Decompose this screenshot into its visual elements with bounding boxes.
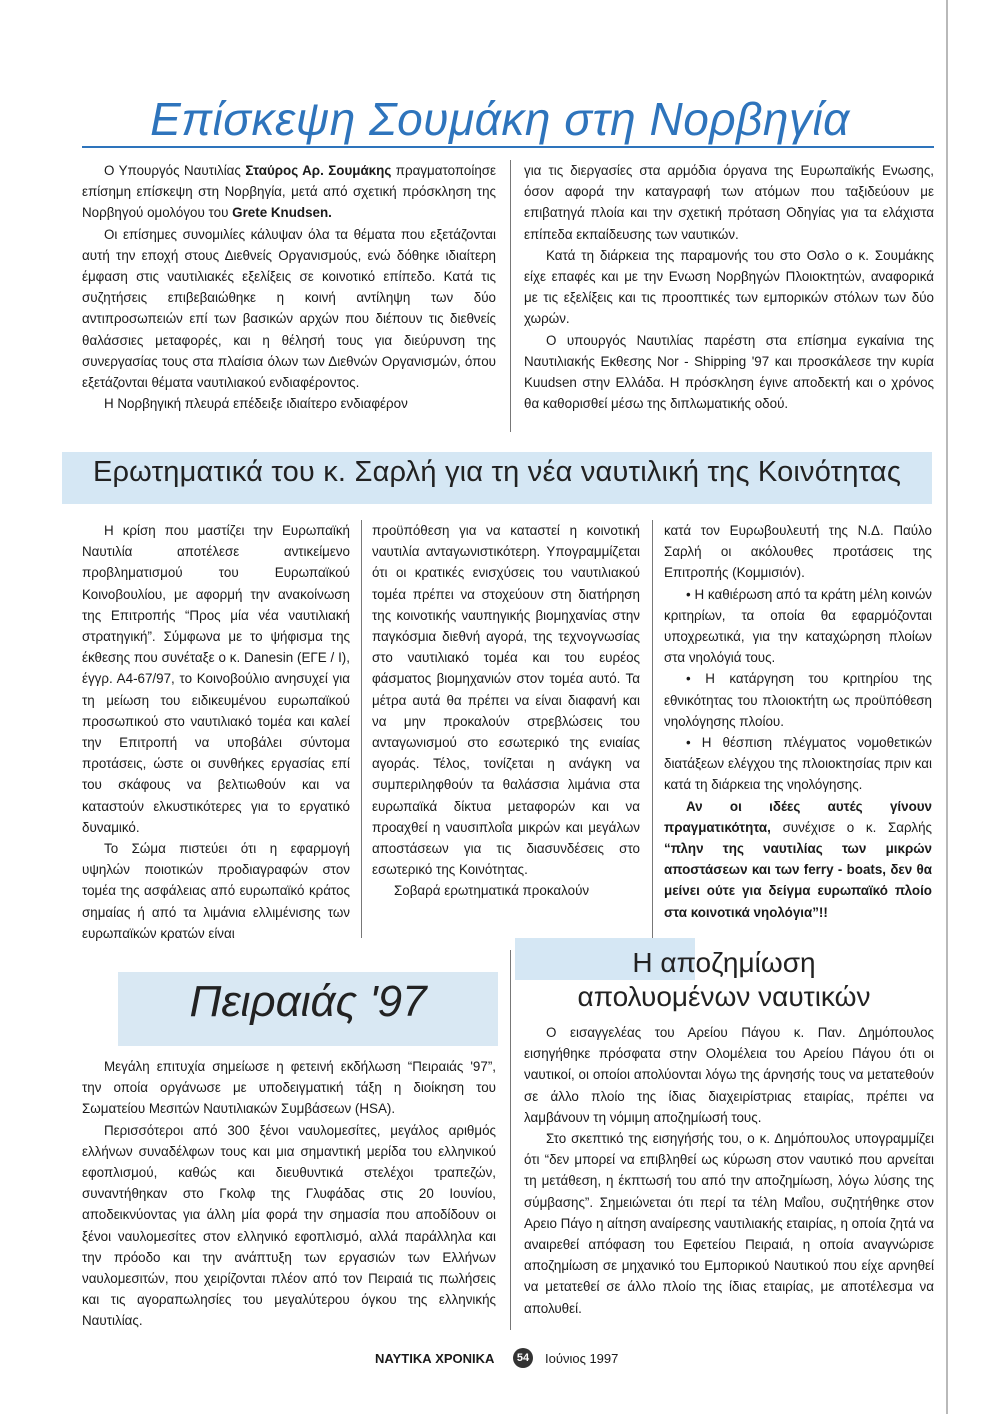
article1-paragraph: Οι επίσημες συνομιλίες κάλυψαν όλα τα θέματα που εξετάζονται αυτή την εποχή στους Διεθνείς Οργανισμούς, ενώ δόθηκε ιδιαίτερη έμφαση στις ναυτιλιακές εξελίξεις σε κοινοτικό επίπεδο. Κατά τις συζητήσεις επιβεβαιώθηκε η κοινή αντίληψη των δύο αντιπροσωπειών επί των βασικών αρχών που διέπουν τις διεθνείς θαλάσσιες μεταφορές, και η θέλησή τους για διεύρυνση της συνεργασίας τους στα πλαίσια όλων των Διεθνών Οργανισμών, όπου εξετάζονται θέματα ναυτιλιακού ενδιαφέροντος. (82, 226, 496, 391)
article4-column (524, 1022, 934, 1319)
proposal-bullet: • Η καθιέρωση από τα κράτη μέλη κοινών κριτηρίων, τα οποία θα εφαρμόζονται υποχρεωτικά, για την καταχώρηση πλοίων στα νηολόγιά τους. (664, 586, 932, 666)
column-divider (510, 160, 511, 432)
article2-title: Ερωτηματικά του κ. Σαρλή για τη νέα ναυτιλική της Κοινότητας (92, 456, 902, 488)
article2-column-2 (372, 520, 640, 902)
proposal-bullet: • Η θέσπιση πλέγματος νομοθετικών διατάξεων ελέγχου της πλοιοκτησίας πριν και κατά τη διάρκεια της νηολόγησης. (664, 735, 932, 793)
article2-column-3 (664, 520, 932, 923)
article1-title: Επίσκεψη Σουμάκη στη Νορβηγία (150, 93, 850, 145)
article1-left-column (82, 160, 496, 414)
article1-paragraph: Η Νορβηγική πλευρά επέδειξε ιδιαίτερο ενδιαφέρον (104, 396, 408, 412)
column-divider (361, 520, 362, 938)
article4-paragraph: Στο σκεπτικό της εισηγήσής του, ο κ. Δημόπουλος υπογραμμίζει ότι “δεν μπορεί να επιβληθεί ως κύρωση στον ναυτικό που αρνείται τη μετάθεση, η έκπτωσή του από την αποζημίωση, λόγω λύσης της σύμβασης”. Σημειώνεται ότι περί τα τέλη Μαΐου, συζητήθηκε στον Αρειο Πάγο η αίτηση αναίρεσης ναυτιλιακής εταιρίας, η οποία ζητά να αναιρεθεί απόφαση του Εφετείου Πειραιά, η οποία αναγνώρισε αποζημίωση σε μηχανικό του Εμπορικού Ναυτικού που είχε αρνηθεί να μετατεθεί σε άλλο πλοίο της ίδιας εταιρίας, με αποτέλεσμα να απολυθεί. (524, 1131, 934, 1316)
article2-paragraph: κατά τον Ευρωβουλευτή της Ν.Δ. Παύλο Σαρλή οι ακόλουθες προτάσεις της Επιτροπής (Κομμισιόν). (664, 523, 932, 581)
article1-paragraph: Ο υπουργός Ναυτιλίας παρέστη στα επίσημα εγκαίνια της Ναυτιλιακής Εκθεσης Nor - Shipping '97 και προσκάλεσε την κυρία Kuudsen στην Ελλάδα. Η πρόσκληση έγινε αποδεκτή και ο χρόνος θα καθορισθεί μέσω της διπλωματικής οδού. (524, 332, 934, 412)
article1-title-rule (82, 146, 934, 148)
column-divider (652, 520, 653, 938)
bullet-icon: • (686, 671, 691, 687)
article1-paragraph: Ο Υπουργός Ναυτιλίας Σταύρος Αρ. Σουμάκης πραγματοποίησε επίσημη επίσκεψη στη Νορβηγία, μετά από σχετική πρόσκληση της Νορβηγού ομολόγου του Grete Knudsen. (82, 163, 496, 221)
article3-paragraph: Μεγάλη επιτυχία σημείωσε η φετεινή εκδήλωση “Πειραιάς '97”, την οποία οργάνωσε με υποδειγματική τάξη η διοίκηση του Σωματείου Μεσιτών Ναυτιλιακών Συμβάσεων (HSA). (82, 1059, 496, 1117)
article4-title (515, 946, 933, 1014)
minister-name: Σταύρος Αρ. Σουμάκης (245, 163, 392, 178)
article1-paragraph: Κατά τη διάρκεια της παραμονής του στο Οσλο ο κ. Σουμάκης είχε επαφές και με την Ενωση Νορβηγών Πλοιοκτητών, αναφορικά με τις εξελίξεις και τις προοπτικές των εμπορικών στόλων των δύο χωρών. (524, 247, 934, 327)
issue-date: Ιούνιος 1997 (545, 1351, 619, 1366)
article2-paragraph: Η κρίση που μαστίζει την Ευρωπαϊκή Ναυτιλία αποτέλεσε αντικείμενο προβληματισμού του Ευρωπαϊκού Κοινοβουλίου, με αφορμή την ανακοίνωση της Επιτροπής “Προς μία νέα ναυτιλιακή στρατηγική”. Σύμφωνα με το ψήφισμα της έκθεσης που συνέταξε ο κ. Danesin (ΕΓΕ / Ι), έγγρ. Α4-67/97, το Κοινοβούλιο ανησυχεί για τη μείωση του ειδικευμένου ευρωπαϊκού προσωπικού στο ναυτιλιακό τομέα και καλεί την Επιτροπή να υποβάλει σύντομα προτάσεις, ώστε οι συνθήκες εργασίας επί του σκάφους να βελτιωθούν και να καταστούν ελκυστικότερες για το εργατικό δυναμικό. (82, 523, 350, 835)
magazine-name: ΝΑΥΤΙΚΑ ΧΡΟΝΙΚΑ (375, 1351, 495, 1366)
bullet-icon: • (686, 735, 691, 751)
column-divider (510, 950, 511, 1330)
article4-paragraph: Ο εισαγγελέας του Αρείου Πάγου κ. Παν. Δημόπουλος εισηγήθηκε πρόσφατα στην Ολομέλεια του Αρείου Πάγου ότι οι ναυτικοί, οι οποίοι απολύονται λόγω της άρνησής τους να μετατεθούν σε άλλο πλοίο της ίδιας διαχειρίστριας εταιρίας, πρέπει να λαμβάνουν τη νόμιμη αποζημίωσή τους. (524, 1025, 934, 1125)
article3-title: Πειραιάς '97 (189, 977, 427, 1026)
article1-right-column (524, 160, 934, 414)
article4-title-line1: Η αποζημίωση (632, 947, 816, 978)
article2-column-1 (82, 520, 350, 944)
article2-paragraph: προϋπόθεση για να καταστεί η κοινοτική ναυτιλία ανταγωνιστικότερη. Υπογραμμίζεται ότι οι κρατικές ενισχύσεις του ναυτιλιακού τομέα πρέπει να στοχεύουν στη διατήρηση της κοινοτικής ναυπηγικής βιομηχανίας στην παγκόσμια διεθνή αγορά, της τεχνογνωσίας στο ναυτιλιακό τομέα και του ευρέος φάσματος βιομηχανιών στον τομέα αυτό. Τα μέτρα αυτά θα πρέπει να είναι διαφανή και να μην προκαλούν στρεβλώσεις του ανταγωνισμού στο εσωτερικό της ενιαίας αγοράς. Τέλος, τονίζεται η ανάγκη να συμπεριληφθούν τα θαλάσσια λιμάνια στα ευρωπαϊκά δίκτυα μεταφορών και να προαχθεί η ναυσιπλοΐα μικρών και μεγάλων αποστάσεων για τις διασυνδέσεις στο εσωτερικό της Κοινότητας. (372, 523, 640, 878)
counterpart-name: Grete Knudsen. (232, 205, 332, 221)
article4-title-line2: απολυομένων ναυτικών (577, 981, 871, 1012)
article2-closing-quote: Αν οι ιδέες αυτές γίνουν πραγματικότητα, συνέχισε ο κ. Σαρλής “πλην της ναυτιλίας των μικρών αποστάσεων και των ferry - boats, δεν θα μείνει ούτε για δείγμα ευρωπαϊκό πλοίο στα κοινοτικά νηολόγια”!! (664, 798, 932, 920)
article1-paragraph: για τις διεργασίες στα αρμόδια όργανα της Ευρωπαϊκής Ενωσης, όσον αφορά την καταγραφή των ατόμων που ταξιδεύουν με επιβατηγά πλοία και την σχετική πρόταση Οδηγίας για τα ελάχιστα επίπεδα εκπαίδευσης των ναυτικών. (524, 163, 934, 242)
article2-paragraph: Σοβαρά ερωτηματικά προκαλούν (394, 883, 590, 899)
article3-paragraph: Περισσότεροι από 300 ξένοι ναυλομεσίτες, μεγάλος αριθμός ελλήνων συναδέλφων τους και μια σημαντική μερίδα του ελληνικού εφοπλισμού, καθώς και διευθυντικά στελέχοι τραπεζών, συναντήθηκαν στο Γκολφ της Γλυφάδας στις 20 Ιουνίου, αποδεικνύοντας για άλλη μία φορά την σημασία που αποδίδουν οι ξένοι ναυλομεσίτες στον ελληνικό εφοπλισμό, αλλά παράλληλα και την πρόοδο και την ανάπτυξη των εργασιών των Ελλήνων ναυλομεσιτών, που χειρίζονται πλέον από τον Πειραιά τις πωλήσεις και τις αγοραπωλησίες του μεγαλύτερου όγκου της ελληνικής Ναυτιλίας. (82, 1122, 496, 1329)
bullet-icon: • (686, 586, 691, 602)
proposal-bullet: • Η κατάργηση του κριτηρίου της εθνικότητας του πλοιοκτήτη ως προϋπόθεση νηολόγησης πλοίου. (664, 671, 932, 729)
article3-column (82, 1056, 496, 1332)
page-edge-line (946, 0, 948, 1414)
article2-paragraph: Το Σώμα πιστεύει ότι η εφαρμογή υψηλών ποιοτικών προδιαγραφών στον τομέα της ασφάλειας από ευρωπαϊκό κράτος σημαίας ή από τα λιμάνια ελλιμένισης των ευρωπαϊκών κρατών είναι (82, 841, 350, 941)
page-number: 54 (513, 1348, 533, 1368)
